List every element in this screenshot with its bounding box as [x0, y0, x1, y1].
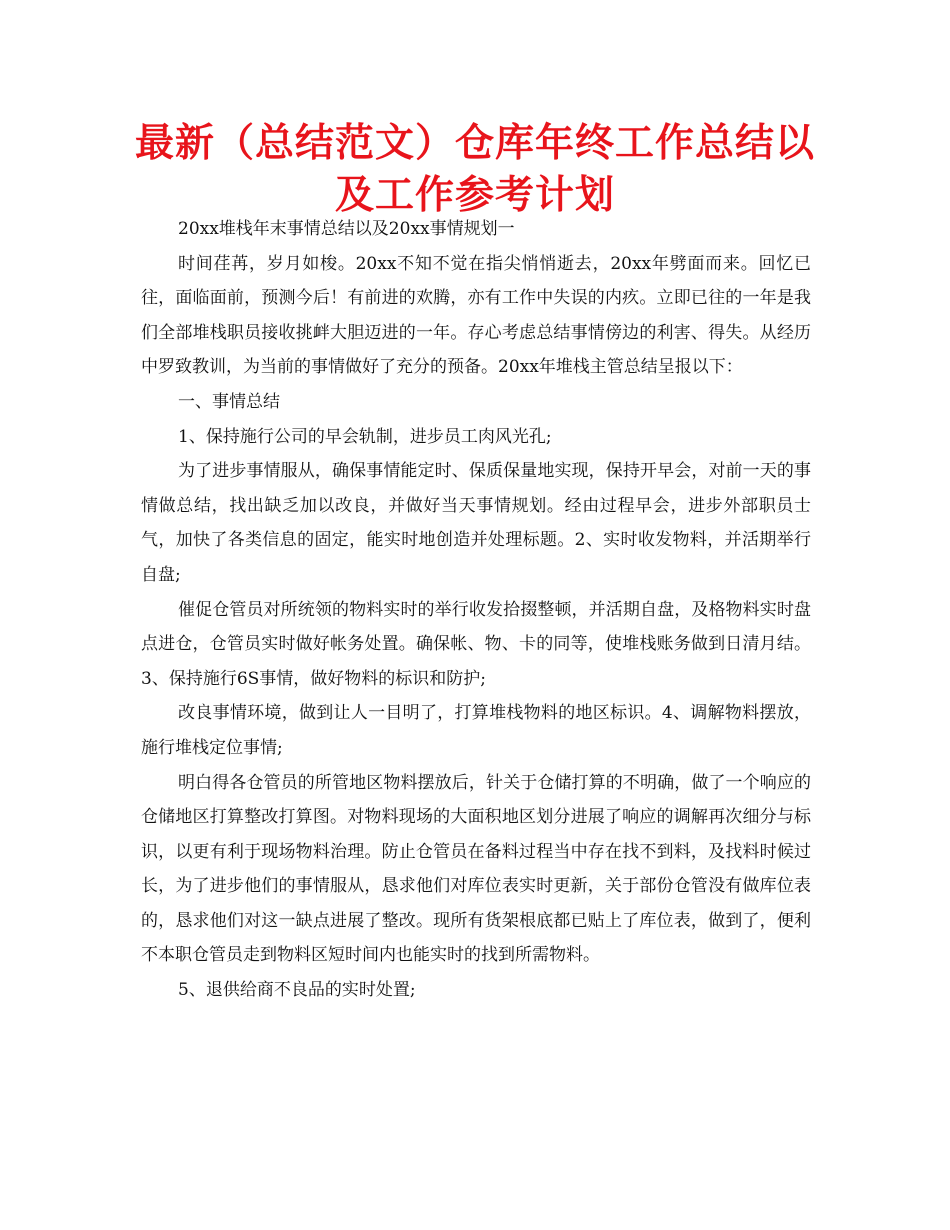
- paragraph: 5、退供给商不良品的实时处置;: [178, 980, 416, 1001]
- paragraph: 20xx堆栈年末事情总结以及20xx事情规划一: [178, 219, 515, 239]
- paragraph: 为了进步事情服从，确保事情能定时、保质保量地实现，保持开早会，对前一天的事情做总结，找出缺乏加以改良，并做好当天事情规划。经由过程早会，进步外部职员士气，加快了各类信息的固定，能实时地创造并处理标题。2、实时收发物料，并活期举行自盘;: [141, 461, 811, 585]
- document-body: [141, 212, 811, 1008]
- paragraph: 催促仓管员对所统领的物料实时的举行收发拾掇整顿，并活期自盘，及格物料实时盘点进仓，仓管员实时做好帐务处置。确保帐、物、卡的同等，使堆栈账务做到日清月结。3、保持施行6S事情，做好物料的标识和防护;: [141, 599, 811, 689]
- section-heading: 一、事情总结: [178, 391, 280, 412]
- paragraph: 明白得各仓管员的所管地区物料摆放后，针关于仓储打算的不明确，做了一个响应的仓储地区打算整改打算图。对物料现场的大面积地区划分进展了响应的调解再次细分与标识，以更有利于现场物料治理。防止仓管员在备料过程当中存在找不到料，及找料时候过长，为了进步他们的事情服从，恳求他们对库位表实时更新，关于部份仓管没有做库位表的，恳求他们对这一缺点进展了整改。现所有货架根底都已贴上了库位表，做到了，便利不本职仓管员走到物料区短时间内也能实时的找到所需物料。: [141, 772, 811, 966]
- paragraph: 改良事情环境，做到让人一目明了，打算堆栈物料的地区标识。4、调解物料摆放，施行堆栈定位事情;: [141, 703, 811, 758]
- paragraph: 时间荏苒，岁月如梭。20xx不知不觉在指尖悄悄逝去，20xx年劈面而来。回忆已往，面临面前，预测今后！有前进的欢腾，亦有工作中失误的内疚。立即已往的一年是我们全部堆栈职员接收挑衅大胆迈进的一年。存心考虑总结事情傍边的利害、得失。从经历中罗致教训，为当前的事情做好了充分的预备。20xx年堆栈主管总结呈报以下：: [141, 253, 811, 378]
- paragraph: 1、保持施行公司的早会轨制，进步员工肉风光孔;: [178, 426, 552, 447]
- document-title: 最新（总结范文）仓库年终工作总结以及工作参考计划: [134, 121, 815, 218]
